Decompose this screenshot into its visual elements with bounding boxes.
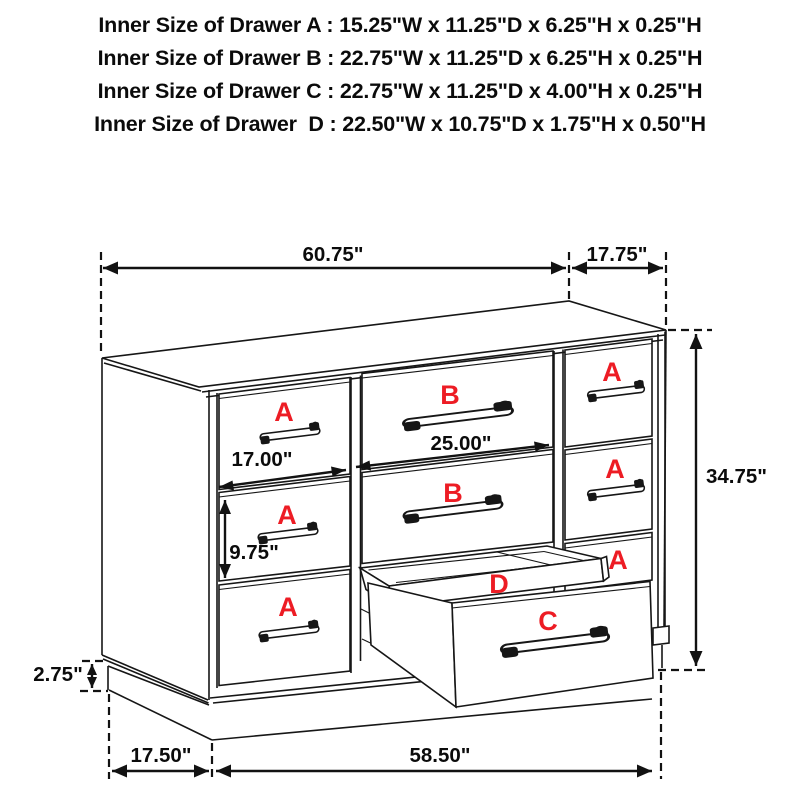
dim-overall-height-label: 34.75" [706, 465, 768, 488]
drawer-letter-b-2: B [443, 478, 463, 508]
drawer-letter-a-4: A [602, 357, 622, 387]
dim-base-height-label: 2.75" [33, 663, 83, 686]
drawer-c-side [368, 583, 456, 707]
drawer-letter-d: D [489, 569, 509, 599]
spec-line-drawer-c: Inner Size of Drawer C : 22.75"W x 11.25"D x 4.00"H x 0.25"H [97, 79, 703, 103]
spec-line-drawer-d: Inner Size of Drawer D : 22.50"W x 10.75"D x 1.75"H x 0.50"H [94, 112, 706, 136]
dim-drawer-b-width-label: 25.00" [430, 432, 492, 455]
dim-base-depth-label: 17.50" [130, 744, 192, 767]
dim-top-width-label: 60.75" [302, 243, 364, 266]
drawer-letter-a-1: A [274, 397, 294, 427]
right-foot-bracket [653, 626, 669, 645]
drawer-letter-a-2: A [277, 500, 297, 530]
dim-base-width-label: 58.50" [409, 744, 471, 767]
drawer-letter-a-3: A [278, 592, 298, 622]
dim-drawer-a-width-label: 17.00" [231, 448, 293, 471]
drawer-letter-a-6: A [608, 545, 628, 575]
spec-line-drawer-b: Inner Size of Drawer B : 22.75"W x 11.25"D x 6.25"H x 0.25"H [97, 46, 703, 70]
dim-top-depth-label: 17.75" [586, 243, 648, 266]
spec-line-drawer-a: Inner Size of Drawer A : 15.25"W x 11.25"D x 6.25"H x 0.25"H [98, 13, 702, 37]
drawer-letter-b-1: B [440, 380, 460, 410]
drawer-letter-a-5: A [605, 454, 625, 484]
drawer-letter-c: C [538, 606, 558, 636]
plinth-bottom-edge [212, 699, 652, 740]
dim-drawer-height-label: 9.75" [229, 541, 279, 564]
